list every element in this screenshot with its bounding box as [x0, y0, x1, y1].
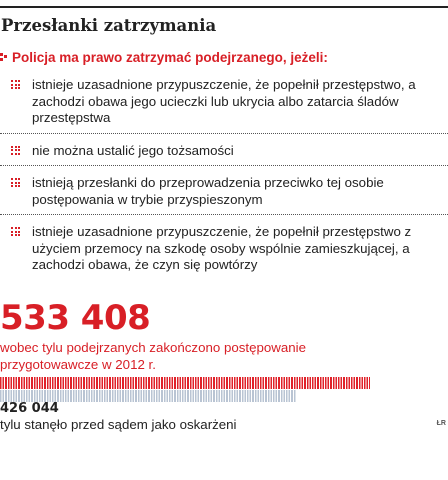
grid-bullet-icon: [11, 227, 21, 237]
conditions-list: [0, 68, 448, 280]
subtitle: [0, 50, 328, 65]
charged-description: tylu stanęło przed sądem jako oskarżeni: [0, 417, 237, 432]
list-item: [0, 68, 448, 134]
list-item: [0, 166, 448, 215]
total-suspects-description: wobec tylu podejrzanych zakończono postępowanie przygotowawcze w 2012 r.: [0, 340, 307, 372]
comparison-bars: [0, 377, 448, 397]
total-suspects-value: 533 408: [0, 298, 151, 338]
grid-bullet-icon: [11, 178, 21, 188]
total-bar: [0, 377, 370, 389]
author-credit: ŁR: [436, 420, 446, 427]
grid-bullet-icon: [11, 80, 21, 90]
list-item-text: istnieje uzasadnione przypuszczenie, że popełnił przestępstwo z użyciem przemocy na szkodę osoby wspólnie zamieszkującej, a zachodzi obawa, że czyn się powtórzy: [32, 224, 412, 272]
dots-icon: [0, 52, 10, 64]
subtitle-text: Policja ma prawo zatrzymać podejrzanego, jeżeli:: [12, 50, 328, 65]
charged-value: 426 044: [0, 401, 59, 416]
grid-bullet-icon: [11, 146, 21, 156]
list-item: [0, 215, 448, 280]
page-title: Przesłanki zatrzymania: [1, 16, 217, 35]
list-item: [0, 134, 448, 167]
list-item-text: istnieje uzasadnione przypuszczenie, że popełnił przestępstwo, a zachodzi obawa jego ucieczki lub ukrycia albo zatarcia śladów przestępstwa: [32, 77, 416, 125]
top-rule: [0, 6, 448, 8]
list-item-text: nie można ustalić jego tożsamości: [32, 142, 234, 158]
list-item-text: istnieją przesłanki do przeprowadzenia przeciwko tej osobie postępowania w trybie przyspieszonym: [32, 175, 384, 207]
